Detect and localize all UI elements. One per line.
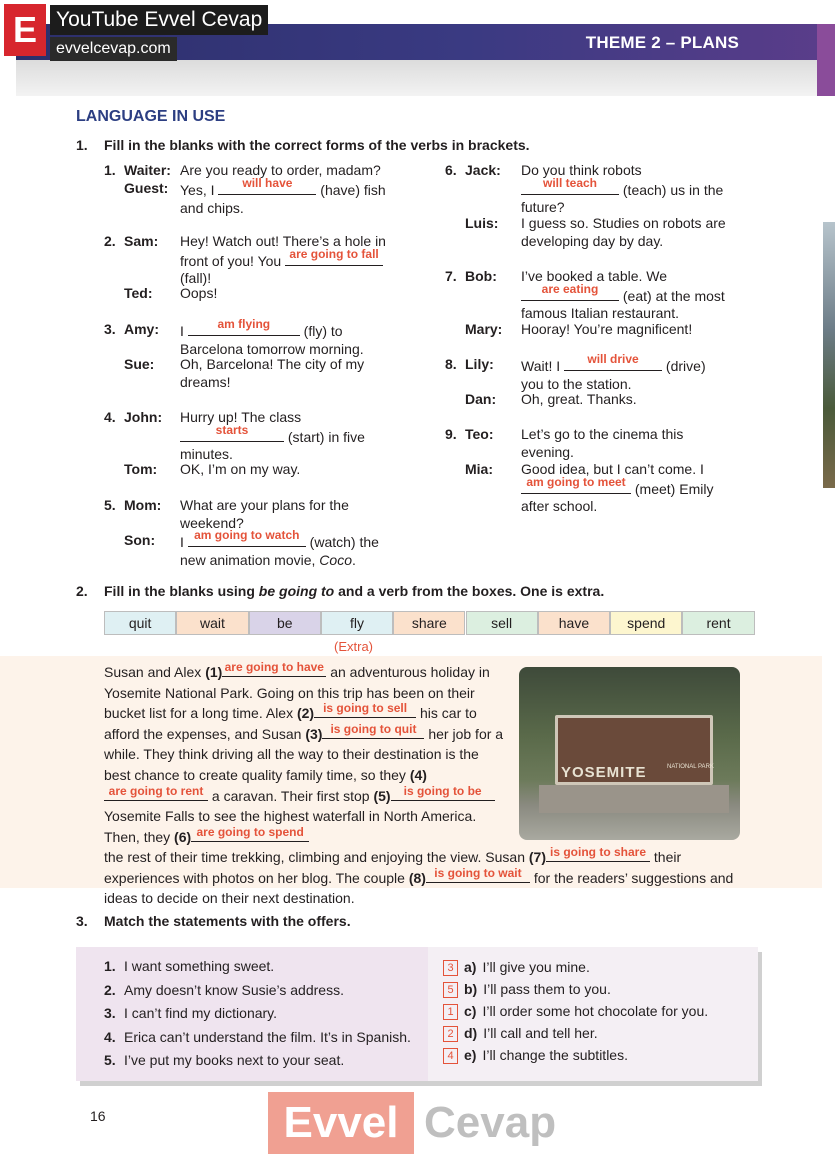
yosemite-sign-subtext: NATIONAL PARK [667,764,714,770]
offer-letter: e) [464,1047,477,1063]
ex2-instruction-pre: Fill in the blanks using [104,583,259,599]
speaker: Mia: [465,461,493,477]
ex2-instruction-post: and a verb from the boxes. One is extra. [334,583,605,599]
speaker: Luis: [465,215,499,231]
answer: will have [242,176,293,190]
answer: am going to watch [194,528,300,542]
speaker: John: [124,409,163,425]
speaker: Bob: [465,268,497,284]
dialogue-line: Are you ready to order, madam? [180,162,381,178]
answer-blank [218,176,316,195]
ex1-number: 1. [76,137,88,153]
youtube-logo-icon: E [4,4,46,56]
statement-number: 4. [104,1028,116,1045]
dialogue-number: 2. [104,233,116,249]
ex3-number: 3. [76,913,88,929]
dialogue-line: Let’s go to the cinema this evening. [521,426,684,460]
answer: am going to meet [526,474,626,489]
dialogue-line: OK, I’m on my way. [180,461,301,477]
dialogue-line: Wait! I will drive (drive) you to the station. [521,352,706,392]
dialogue-line: Good idea, but I can’t come. I am going to meet (meet) Emily after school. [521,461,714,514]
answer-blank [188,528,306,547]
word-box-rent: rent [682,611,754,635]
word-box-be: be [249,611,321,635]
word-box-spend: spend [610,611,682,635]
offer-letter: c) [464,1003,477,1019]
passage-part-1: Susan and Alex (1) are going to have an adventurous holiday in Yosemite National Park. Going on this trip has been on their bucket list for a long time. Alex (2) is going to sell his car to afford the expenses, and Susan (3) is going to quit her job for a while. They think driving all the way to their destination is the best chance to create quality family time, so they (4) are going to rent a caravan. Their first stop (5) is going to be Yosemite Falls to see the highest waterfall in North America. Then, they (6) are going to spend [104,662,504,847]
speaker: Tom: [124,461,158,477]
dialogue-line: Yes, I will have (have) fish and chips. [180,176,386,216]
answer: am flying [217,317,271,331]
speaker: Sam: [124,233,159,249]
speaker: Ted: [124,285,153,301]
word-box-quit: quit [104,611,176,635]
dialogue-number: 7. [445,268,457,284]
offer-a: 3 a) I’ll give you mine. [443,959,590,976]
answer-blank [521,474,631,494]
dialogue-number: 4. [104,409,116,425]
speaker: Lily: [465,356,494,372]
dialogue-line: Hey! Watch out! There’s a hole in front of you! You are going to fall (fall)! [180,233,386,286]
speaker: Waiter: [124,162,171,178]
answer: are eating [541,281,599,296]
word-box-share: share [393,611,465,635]
yosemite-sign-text: YOSEMITE [561,764,647,781]
answer-5: is going to be [403,783,482,798]
word-box-have: have [538,611,610,635]
speaker: Mary: [465,321,503,337]
offer-letter: b) [464,981,478,997]
ex2-instruction-em: be going to [258,583,335,599]
answer-1: are going to have [224,660,324,674]
corner-tab [817,24,835,96]
statement-2: 2. Amy doesn’t know Susie’s address. [104,981,344,998]
dialogue-line: I’ve booked a table. We are eating (eat) at the most famous Italian restaurant. [521,268,725,321]
dialogue-line: Oh, great. Thanks. [521,391,637,407]
dialogue-line: Oops! [180,285,218,301]
answer-blank [521,175,619,195]
speaker: Mom: [124,497,162,513]
dialogue-line: Do you think robots will teach (teach) us in the future? [521,162,724,215]
match-answer-box: 5 [443,982,458,998]
extra-label: (Extra) [334,639,373,654]
dialogue-number: 5. [104,497,116,513]
answer-blank [285,246,383,266]
dialogue-line: Oh, Barcelona! The city of my dreams! [180,356,365,390]
word-box-sell: sell [466,611,538,635]
answer: starts [215,422,249,437]
answer-blank [564,352,662,371]
dialogue-number: 9. [445,426,457,442]
answer: will teach [542,175,598,190]
answer-7: is going to share [550,845,647,859]
match-answer-box: 3 [443,960,458,976]
answer-blank [180,422,284,442]
match-answer-box: 4 [443,1048,458,1064]
dialogue-number: 8. [445,356,457,372]
movie-title: Coco [319,551,352,568]
dialogue-number: 6. [445,162,457,178]
answer-4: are going to rent [108,783,204,798]
offer-letter: d) [464,1025,478,1041]
offer-d: 2 d) I’ll call and tell her. [443,1025,598,1042]
speaker: Son: [124,532,156,548]
dialogue-line: What are your plans for the weekend? [180,497,349,531]
sign-base [539,785,729,813]
watermark-evvel: Evvel [268,1092,414,1154]
watermark-url: evvelcevap.com [50,37,177,61]
word-box-fly: fly [321,611,393,635]
offer-letter: a) [464,959,477,975]
speaker: Sue: [124,356,155,372]
statement-3: 3. I can’t find my dictionary. [104,1005,278,1021]
dialogue-line: Hurry up! The class starts (start) in five minutes. [180,409,365,462]
match-answer-box: 1 [443,1004,458,1020]
dialogue-line: Hooray! You’re magnificent! [521,321,693,337]
statement-number: 2. [104,981,116,998]
answer-blank [521,281,619,301]
ex1-instruction: Fill in the blanks with the correct forms of the verbs in brackets. [104,137,530,153]
dialogue-line: I guess so. Studies on robots are developing day by day. [521,215,726,249]
statement-4: 4. Erica can’t understand the film. It’s in Spanish. [104,1028,411,1045]
answer-2: is going to sell [323,701,408,716]
word-box-wait: wait [176,611,248,635]
section-title: LANGUAGE IN USE [76,108,226,125]
watermark-cevap: Cevap [424,1098,557,1147]
statement-5: 5. I’ve put my books next to your seat. [104,1052,345,1068]
speaker: Guest: [124,180,169,196]
statement-number: 5. [104,1052,116,1068]
answer-blank [188,317,300,336]
speaker: Teo: [465,426,494,442]
answer: are going to fall [289,246,379,261]
ex3-instruction: Match the statements with the offers. [104,913,351,929]
answer-8: is going to wait [434,865,522,880]
statement-1: 1. I want something sweet. [104,958,275,974]
offer-c: 1 c) I’ll order some hot chocolate for you. [443,1003,708,1020]
answer-6: are going to spend [196,824,304,839]
dialogue-number: 1. [104,162,116,178]
offer-b: 5 b) I’ll pass them to you. [443,981,611,998]
header-band [16,60,835,96]
page-number: 16 [90,1108,106,1124]
ex2-number: 2. [76,583,88,599]
watermark-title: YouTube Evvel Cevap [50,5,268,35]
yosemite-photo [519,667,740,840]
offer-e: 4 e) I’ll change the subtitles. [443,1047,628,1064]
statement-number: 3. [104,1005,116,1021]
answer-3: is going to quit [330,721,417,736]
edge-photo [823,222,835,488]
dialogue-line: I am flying (fly) to Barcelona tomorrow morning. [180,317,364,357]
speaker: Jack: [465,162,501,178]
speaker: Dan: [465,391,497,407]
speaker: Amy: [124,321,160,337]
match-answer-box: 2 [443,1026,458,1042]
ex2-instruction [104,583,604,599]
statement-number: 1. [104,958,116,974]
dialogue-number: 3. [104,321,116,337]
passage-part-2: the rest of their time trekking, climbing and enjoying the view. Susan (7) is going to share their experiences with photos on her blog. The couple (8) is going to wait for the readers’ suggestions and ideas to decide on their next destination. [104,847,744,909]
answer: will drive [587,352,639,366]
dialogue-line: I am going to watch (watch) the new animation movie, Coco. [180,528,379,568]
theme-title: THEME 2 – PLANS [585,33,739,52]
